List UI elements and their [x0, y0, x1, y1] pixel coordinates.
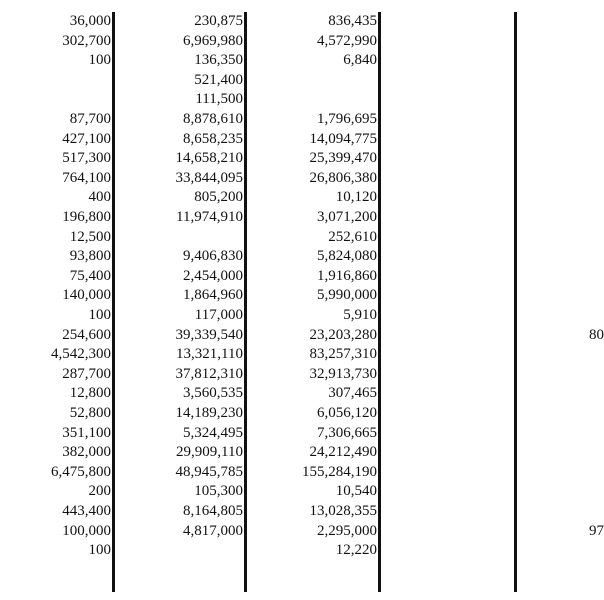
table-cell: 6,056,120 [317, 405, 377, 421]
table-cell: 252,610 [328, 228, 377, 245]
table-cell: 37,812,310 [175, 365, 243, 382]
table-cell: 6,475,800 [51, 463, 111, 480]
table-cell: 8,658,235 [183, 130, 243, 147]
table-cell: 302,700 [62, 32, 111, 49]
table-cell: 111,500 [195, 91, 243, 108]
table-cell: 427,100 [62, 130, 111, 147]
table-cell: 93,800 [69, 248, 111, 265]
table-cell: 36,000 [69, 13, 111, 29]
table-cell: 52,800 [69, 405, 111, 421]
table-cell: 5,990,000 [317, 287, 377, 304]
table-cell: 29,909,110 [176, 444, 243, 461]
table-cell: 12,800 [69, 385, 111, 402]
table-cell: 13,321,110 [176, 346, 243, 363]
table-cell: 5,324,495 [183, 424, 243, 441]
table-cell: 443,400 [62, 503, 111, 519]
table-cell: 3,560,535 [183, 385, 243, 402]
table-cell: 11,974,910 [176, 209, 243, 225]
table-cell: 13,028,355 [309, 503, 377, 519]
table-cell: 24,212,490 [309, 444, 377, 461]
table-cell: 75,400 [69, 267, 111, 284]
table-cell: 10,540 [335, 483, 377, 500]
table-cell: 200 [88, 483, 111, 500]
table-cell: 287,700 [62, 365, 111, 382]
table-cell: 254,600 [62, 326, 111, 343]
table-cell: 1,916,860 [317, 267, 377, 284]
table-cell: 196,800 [62, 209, 111, 225]
table-cell: 5,824,080 [317, 248, 377, 265]
table-cell: 521,400 [194, 71, 243, 88]
table-cell: 100 [88, 52, 111, 69]
table-cell: 1,864,960 [183, 287, 243, 304]
table-cell: 8,164,805 [183, 503, 243, 519]
table-cell: 105,300 [194, 483, 243, 500]
table-cell: 836,435 [328, 13, 377, 29]
table-cell: 4,817,000 [183, 522, 243, 539]
table-cell: 14,658,210 [175, 150, 243, 167]
table-cell: 6,840 [343, 52, 377, 69]
table-cell: 14,094,775 [309, 130, 377, 147]
table-cell: 100 [88, 307, 111, 323]
table-cell: 155,284,190 [302, 463, 377, 480]
table-cell: 805,200 [194, 189, 243, 206]
column-divider-2 [244, 12, 247, 592]
table-cell: 4,572,990 [317, 32, 377, 49]
column-divider-3 [378, 12, 381, 592]
table-cell: 5,910 [343, 307, 377, 323]
table-cell: 12,220 [335, 542, 377, 559]
table-cell: 25,399,470 [309, 150, 377, 167]
table-cell: 4,542,300 [51, 346, 111, 363]
table-cell: 8,878,610 [183, 111, 243, 127]
table-cell: 100,000 [62, 522, 111, 539]
table-cell: 87,700 [69, 111, 111, 127]
table-cell: 517,300 [62, 150, 111, 167]
table-cell: 9,406,830 [183, 248, 243, 265]
column-divider-4 [514, 12, 517, 592]
table-cell: 23,203,280 [309, 326, 377, 343]
table-cell: 2,454,000 [183, 267, 243, 284]
column-divider-1 [112, 12, 115, 592]
table-cell: 32,913,730 [309, 365, 377, 382]
table-cell: 6,969,980 [183, 32, 243, 49]
table-cell: 83,257,310 [309, 346, 377, 363]
table-cell: 230,875 [194, 13, 243, 29]
table-cell: 2,295,000 [317, 522, 377, 539]
table-cell: 140,000 [62, 287, 111, 304]
table-cell: 117,000 [194, 307, 243, 323]
table-cell: 14,189,230 [175, 405, 243, 421]
clipped-cell-fragment: 97 [589, 522, 604, 539]
table-cell: 39,339,540 [175, 326, 243, 343]
table-cell: 307,465 [328, 385, 377, 402]
table-cell: 7,306,665 [317, 424, 377, 441]
table-cell: 10,120 [335, 189, 377, 206]
table-cell: 382,000 [62, 444, 111, 461]
table-cell: 48,945,785 [175, 463, 243, 480]
table-cell: 764,100 [62, 169, 111, 186]
table-cell: 100 [88, 542, 111, 559]
table-cell: 400 [88, 189, 111, 206]
table-cell: 1,796,695 [317, 111, 377, 127]
table-cell: 3,071,200 [317, 209, 377, 225]
table-cell: 12,500 [69, 228, 111, 245]
table-cell: 26,806,380 [309, 169, 377, 186]
table-cell: 351,100 [62, 424, 111, 441]
table-cell: 136,350 [194, 52, 243, 69]
table-cell: 33,844,095 [175, 169, 243, 186]
clipped-cell-fragment: 80 [589, 326, 604, 343]
